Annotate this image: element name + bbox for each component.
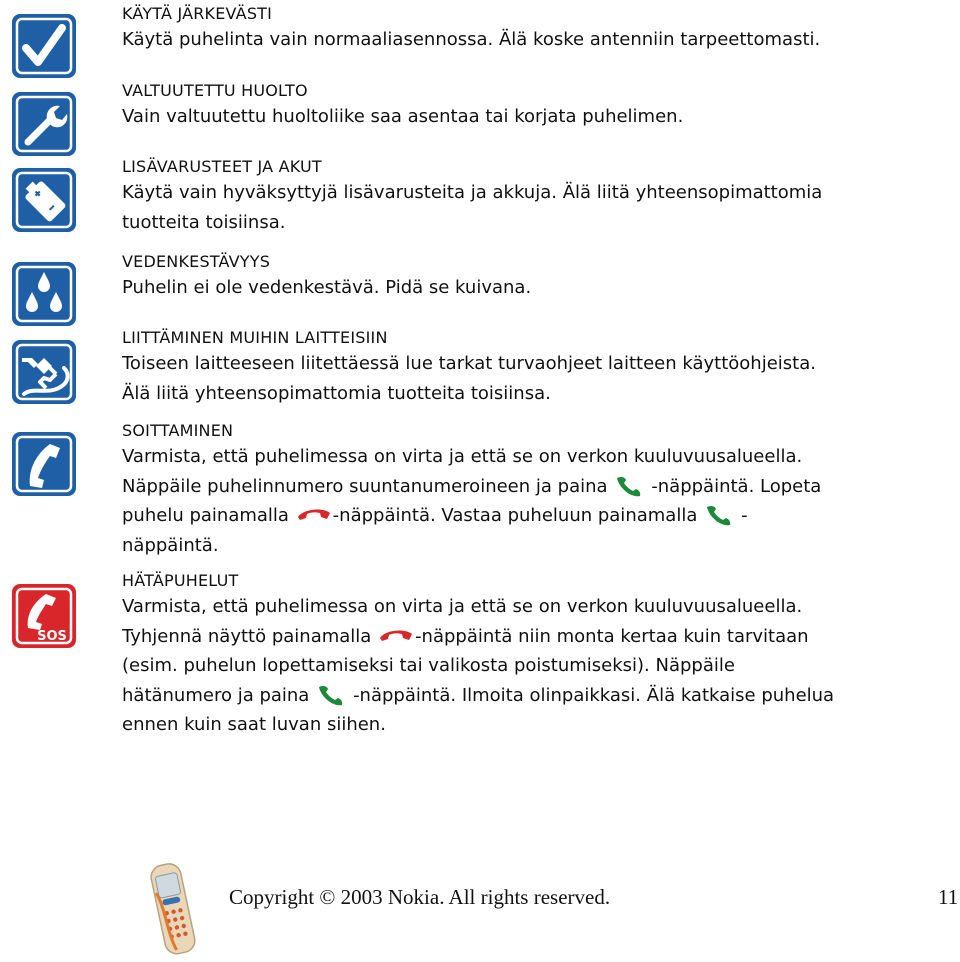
section-text: ennen kuin saat luvan siihen. [122,714,386,735]
section-calling [122,420,942,560]
copyright-text: Copyright © 2003 Nokia. All rights reserved. [229,885,611,909]
water-drops-icon [10,260,78,328]
section-water-resistance [122,251,942,303]
wrench-icon [10,90,78,158]
text-fragment: Näppäile puhelinnumero suuntanumeroineen ja paina [122,475,614,497]
section-text [122,472,942,502]
phone-handset-icon [10,430,78,498]
battery-icon [10,166,78,234]
call-key-icon [703,503,741,527]
text-fragment: -näppäintä. Ilmoita olinpaikkasi. Älä katkaise puhelua [353,684,835,706]
section-heading: HÄTÄPUHELUT [122,571,239,590]
section-text: Käytä vain hyväksyttyjä lisävarusteita ja akkuja. Älä liitä yhteensopimattomia [122,182,823,203]
section-text: Varmista, että puhelimessa on virta ja että se on verkon kuuluvuusalueella. [122,446,803,467]
call-key-icon [613,474,651,498]
sos-label: SOS [37,629,67,644]
checkmark-icon [10,12,78,80]
text-fragment: - [741,505,748,526]
section-heading: LISÄVARUSTEET JA AKUT [122,157,322,176]
plug-icon [10,338,78,406]
section-accessories-batteries [122,156,942,237]
section-text [122,681,942,711]
end-key-icon [377,624,415,648]
text-fragment: Tyhjennä näyttö painamalla [122,625,378,647]
section-heading: VEDENKESTÄVYYS [122,252,271,271]
section-heading: KÄYTÄ JÄRKEVÄSTI [122,4,273,23]
section-text: Puhelin ei ole vedenkestävä. Pidä se kuivana. [122,277,532,298]
section-text: Toiseen laitteeseen liitettäessä lue tarkat turvaohjeet laitteen käyttöohjeista. [122,353,816,374]
section-text [122,622,942,652]
text-fragment: -näppäintä. Vastaa puheluun painamalla [332,505,704,526]
sos-phone-icon [10,582,78,650]
section-heading: VALTUUTETTU HUOLTO [122,81,308,100]
section-text [122,501,942,531]
section-emergency-calls [122,570,942,740]
section-text: Käytä puhelinta vain normaaliasennossa. Älä koske antenniin tarpeettomasti. [122,29,821,50]
section-text: (esim. puhelun lopettamiseksi tai valikosta poistumiseksi). Näppäile [122,655,735,676]
section-text: tuotteita toisiinsa. [122,211,286,233]
text-fragment: -näppäintä niin monta kertaa kuin tarvitaan [415,625,809,647]
section-text: Vain valtuutettu huoltoliike saa asentaa tai korjata puhelimen. [122,106,684,127]
section-text: näppäintä. [122,534,219,556]
section-use-sensibly [122,3,942,55]
end-key-icon [295,503,333,527]
page-number: 11 [938,885,959,909]
nokia-phone-image [148,860,196,958]
section-qualified-service [122,80,942,132]
text-fragment: hätänumero ja paina [122,684,316,706]
call-key-icon [315,683,353,707]
section-heading: SOITTAMINEN [122,421,234,440]
section-connecting-devices [122,327,942,408]
text-fragment: -näppäintä. Lopeta [651,475,822,497]
section-heading: LIITTÄMINEN MUIHIN LAITTEISIIN [122,328,388,347]
section-text: Älä liitä yhteensopimattomia tuotteita toisiinsa. [122,382,551,404]
text-fragment: puhelu painamalla [122,505,295,526]
section-text: Varmista, että puhelimessa on virta ja että se on verkon kuuluvuusalueella. [122,596,803,617]
